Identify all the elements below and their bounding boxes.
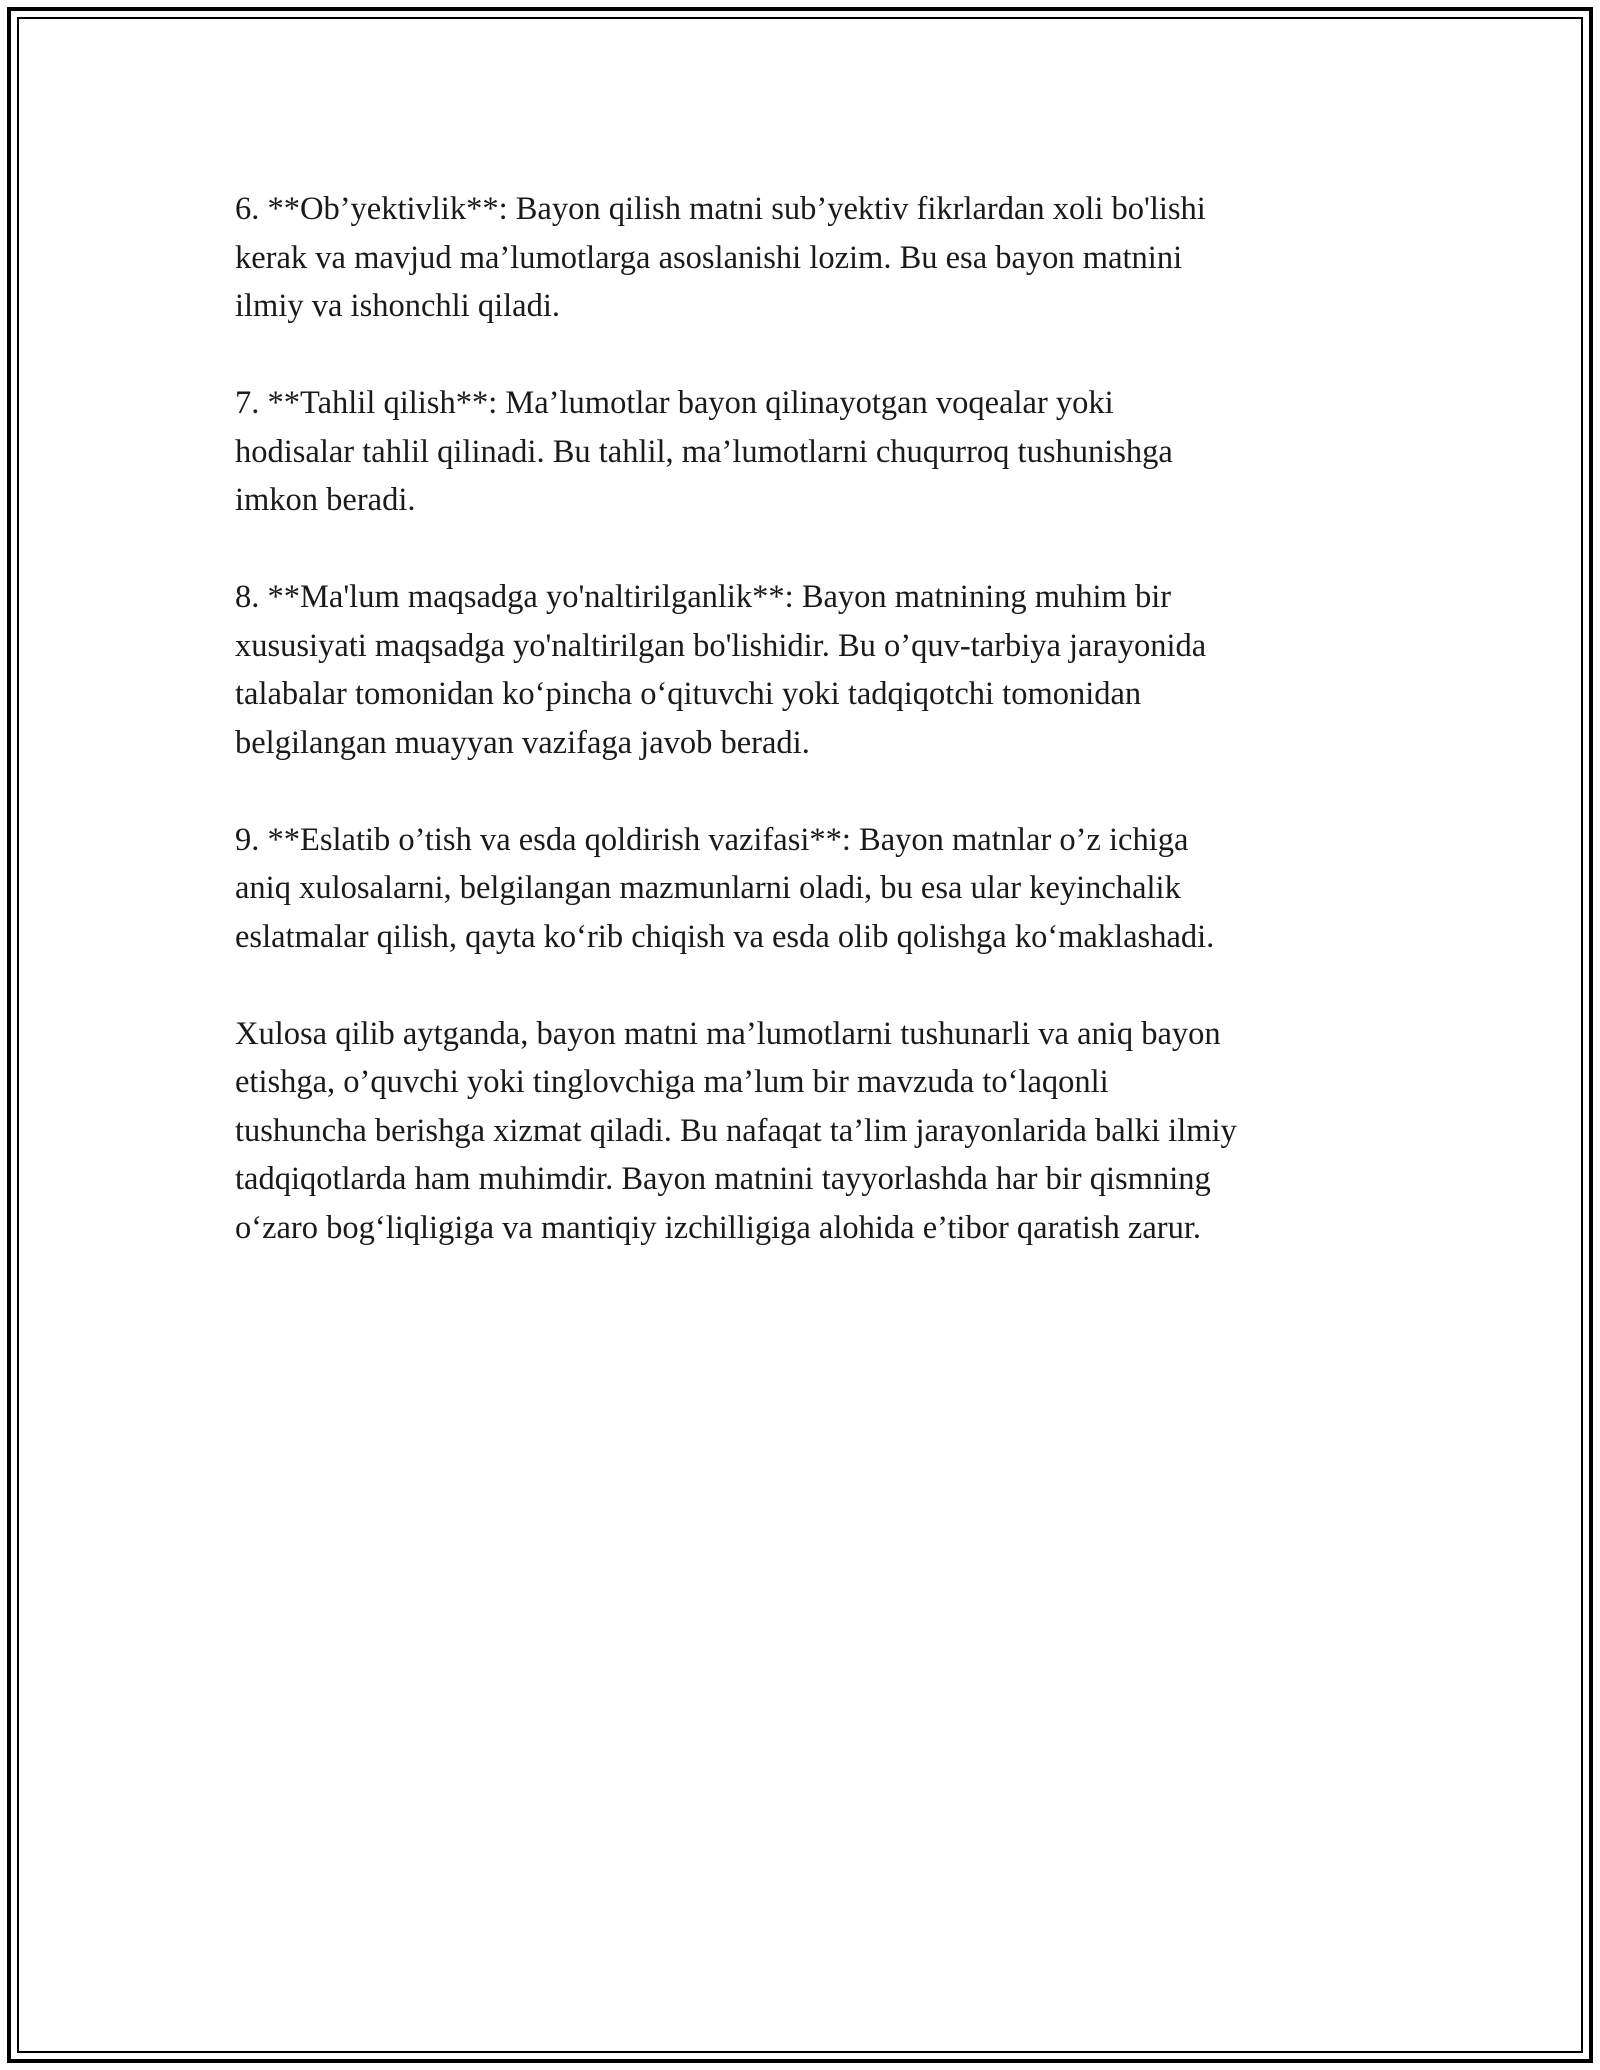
text-line: o‘zaro bog‘liqligiga va mantiqiy izchilligiga alohida e’tibor qaratish zarur. (235, 1209, 1201, 1246)
text-line: imkon beradi. (235, 482, 416, 518)
paragraph-reminder (235, 816, 1385, 962)
paragraph-conclusion (235, 1010, 1385, 1253)
text-line: ilmiy va ishonchli qiladi. (235, 288, 560, 324)
text-line: aniq xulosalarni, belgilangan mazmunlarni oladi, bu esa ular keyinchalik (235, 870, 1181, 906)
text-line: hodisalar tahlil qilinadi. Bu tahlil, ma’lumotlarni chuqurroq tushunishga (235, 433, 1173, 470)
text-line: talabalar tomonidan ko‘pincha o‘qituvchi yoki tadqiqotchi tomonidan (235, 676, 1142, 712)
paragraph-purpose (235, 573, 1385, 767)
text-line: tadqiqotlarda ham muhimdir. Bayon matnini tayyorlashda har bir qismning (235, 1161, 1211, 1197)
text-line: etishga, o’quvchi yoki tinglovchiga ma’lum bir mavzuda to‘laqonli (235, 1064, 1109, 1100)
text-line: 7. **Tahlil qilish**: Ma’lumotlar bayon qilinayotgan voqealar yoki (235, 385, 1114, 421)
text-line: 6. **Ob’yektivlik**: Bayon qilish matni sub’yektiv fikrlardan xoli bo'lishi (235, 191, 1206, 227)
text-line: tushuncha berishga xizmat qiladi. Bu nafaqat ta’lim jarayonlarida balki ilmiy (235, 1112, 1237, 1149)
text-line: belgilangan muayyan vazifaga javob beradi. (235, 724, 810, 761)
text-line: eslatmalar qilish, qayta ko‘rib chiqish va esda olib qolishga ko‘maklashadi. (235, 918, 1215, 955)
text-line: xususiyati maqsadga yo'naltirilgan bo'lishidir. Bu o’quv-tarbiya jarayonida (235, 627, 1207, 664)
text-line: kerak va mavjud ma’lumotlarga asoslanishi lozim. Bu esa bayon matnini (235, 239, 1183, 276)
text-line: 9. **Eslatib o’tish va esda qoldirish vazifasi**: Bayon matnlar o’z ichiga (235, 821, 1189, 858)
document-body (235, 185, 1385, 1301)
paragraph-objectivity (235, 185, 1385, 331)
text-line: Xulosa qilib aytganda, bayon matni ma’lumotlarni tushunarli va aniq bayon (235, 1015, 1221, 1052)
paragraph-analysis (235, 379, 1385, 525)
text-line: 8. **Ma'lum maqsadga yo'naltirilganlik**: Bayon matnining muhim bir (235, 579, 1172, 615)
